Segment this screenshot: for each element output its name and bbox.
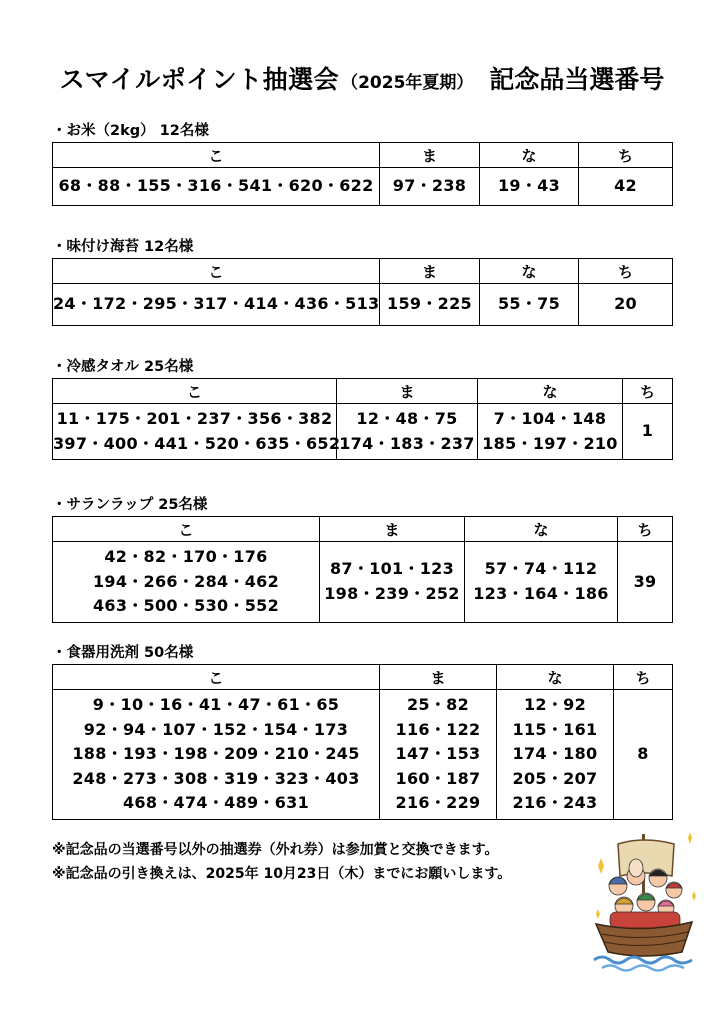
number-line: 55・75 xyxy=(497,294,561,314)
column-header-ko: こ xyxy=(53,517,320,542)
number-line: 160・187 xyxy=(395,768,481,788)
number-line: 463・500・530・552 xyxy=(92,596,280,615)
number-line: 87・101・123 xyxy=(329,559,455,579)
number-line: 20 xyxy=(614,294,637,314)
column-header-na: な xyxy=(478,379,623,404)
cell-ma xyxy=(380,284,480,326)
number-line: 216・229 xyxy=(395,793,481,812)
section-heading: ・サランラップ 25名様 xyxy=(52,497,208,513)
number-line: 42・82・170・176 xyxy=(104,547,268,566)
table-header-row xyxy=(53,143,673,168)
number-line: 68・88・155・316・541・620・622 xyxy=(58,176,374,196)
prize-table xyxy=(52,258,673,326)
cell-na xyxy=(465,542,618,623)
number-line: 25・82 xyxy=(406,695,470,714)
section-heading: ・冷感タオル 25名様 xyxy=(52,359,194,375)
cell-na xyxy=(480,284,579,326)
section-heading: ・味付け海苔 12名様 xyxy=(52,239,194,255)
prize-section-rice xyxy=(52,121,672,206)
cell-na xyxy=(497,690,614,820)
page-title xyxy=(0,60,724,96)
column-header-na: な xyxy=(465,517,618,542)
number-line: 9・10・16・41・47・61・65 xyxy=(92,695,340,714)
cell-ko xyxy=(53,284,380,326)
prize-table xyxy=(52,378,673,460)
column-header-chi: ち xyxy=(579,259,673,284)
column-header-ma: ま xyxy=(380,143,480,168)
number-line: 147・153 xyxy=(395,744,481,763)
cell-ma xyxy=(337,404,478,460)
cell-chi xyxy=(579,284,673,326)
column-header-chi: ち xyxy=(623,379,673,404)
table-header-row xyxy=(53,665,673,690)
table-row xyxy=(53,168,673,206)
number-line: 12・48・75 xyxy=(356,409,458,428)
title-period: （2025年夏期） xyxy=(341,73,474,93)
number-line: 216・243 xyxy=(512,793,598,812)
cell-na xyxy=(480,168,579,206)
column-header-chi: ち xyxy=(579,143,673,168)
column-header-na: な xyxy=(480,143,579,168)
prize-section-wrap xyxy=(52,495,672,623)
table-header-row xyxy=(53,259,673,284)
cell-na xyxy=(478,404,623,460)
number-line: 92・94・107・152・154・173 xyxy=(83,719,349,739)
number-line: 42 xyxy=(614,176,637,196)
table-row xyxy=(53,284,673,326)
number-line: 116・122 xyxy=(395,719,481,739)
number-line: 12・92 xyxy=(523,695,587,714)
column-header-ko: こ xyxy=(53,259,380,284)
cell-chi xyxy=(618,542,673,623)
notes xyxy=(52,838,511,886)
prize-section-detergent xyxy=(52,643,672,820)
number-line: 174・180 xyxy=(512,744,598,763)
note-line: ※記念品の引き換えは、2025年 10月23日（木）までにお願いします。 xyxy=(52,866,512,882)
number-line: 248・273・308・319・323・403 xyxy=(72,768,360,788)
number-line: 11・175・201・237・356・382 xyxy=(56,409,333,428)
column-header-ko: こ xyxy=(53,665,380,690)
prize-section-towel xyxy=(52,357,672,460)
number-line: 185・197・210 xyxy=(482,433,618,453)
table-row xyxy=(53,690,673,820)
number-line: 159・225 xyxy=(387,294,472,314)
prize-table xyxy=(52,142,673,206)
column-header-ma: ま xyxy=(337,379,478,404)
table-row xyxy=(53,542,673,623)
number-line: 8 xyxy=(637,744,649,763)
cell-ma xyxy=(320,542,465,623)
column-header-na: な xyxy=(497,665,614,690)
column-header-ma: ま xyxy=(380,665,497,690)
column-header-chi: ち xyxy=(614,665,673,690)
column-header-na: な xyxy=(480,259,579,284)
number-line: 123・164・186 xyxy=(473,583,609,603)
number-line: 24・172・295・317・414・436・513 xyxy=(53,294,380,314)
prize-section-nori xyxy=(52,237,672,326)
number-line: 1 xyxy=(641,421,654,441)
table-row xyxy=(53,404,673,460)
title-tail: 記念品当選番号 xyxy=(489,65,665,94)
note-line: ※記念品の当選番号以外の抽選券（外れ券）は参加賞と交換できます。 xyxy=(52,842,499,858)
number-line: 397・400・441・520・635・652 xyxy=(53,433,341,453)
number-line: 205・207 xyxy=(512,768,598,788)
cell-ko xyxy=(53,690,380,820)
number-line: 97・238 xyxy=(392,176,467,196)
cell-chi xyxy=(623,404,673,460)
column-header-ma: ま xyxy=(380,259,480,284)
prize-table xyxy=(52,516,673,623)
section-heading: ・食器用洗剤 50名様 xyxy=(52,645,194,661)
table-header-row xyxy=(53,379,673,404)
number-line: 115・161 xyxy=(512,719,598,739)
cell-chi xyxy=(579,168,673,206)
cell-ko xyxy=(53,404,341,460)
prize-table xyxy=(52,664,673,820)
number-line: 174・183・237 xyxy=(339,433,475,453)
cell-ma xyxy=(380,168,480,206)
number-line: 198・239・252 xyxy=(324,583,460,603)
title-main: スマイルポイント抽選会 xyxy=(59,65,340,94)
number-line: 39 xyxy=(633,571,657,591)
number-line: 194・266・284・462 xyxy=(92,571,280,591)
cell-chi xyxy=(614,690,673,820)
cell-ma xyxy=(380,690,497,820)
number-line: 468・474・489・631 xyxy=(122,793,310,812)
number-line: 7・104・148 xyxy=(493,409,607,428)
treasure-ship-seven-lucky-gods-icon xyxy=(588,826,700,976)
column-header-ko: こ xyxy=(53,379,337,404)
column-header-chi: ち xyxy=(618,517,673,542)
number-line: 19・43 xyxy=(497,176,561,196)
cell-ko xyxy=(53,542,320,623)
cell-ko xyxy=(53,168,380,206)
table-header-row xyxy=(53,517,673,542)
number-line: 57・74・112 xyxy=(484,559,598,579)
number-line: 188・193・198・209・210・245 xyxy=(72,744,360,763)
column-header-ma: ま xyxy=(320,517,465,542)
section-heading: ・お米（2kg） 12名様 xyxy=(52,123,209,139)
column-header-ko: こ xyxy=(53,143,380,168)
